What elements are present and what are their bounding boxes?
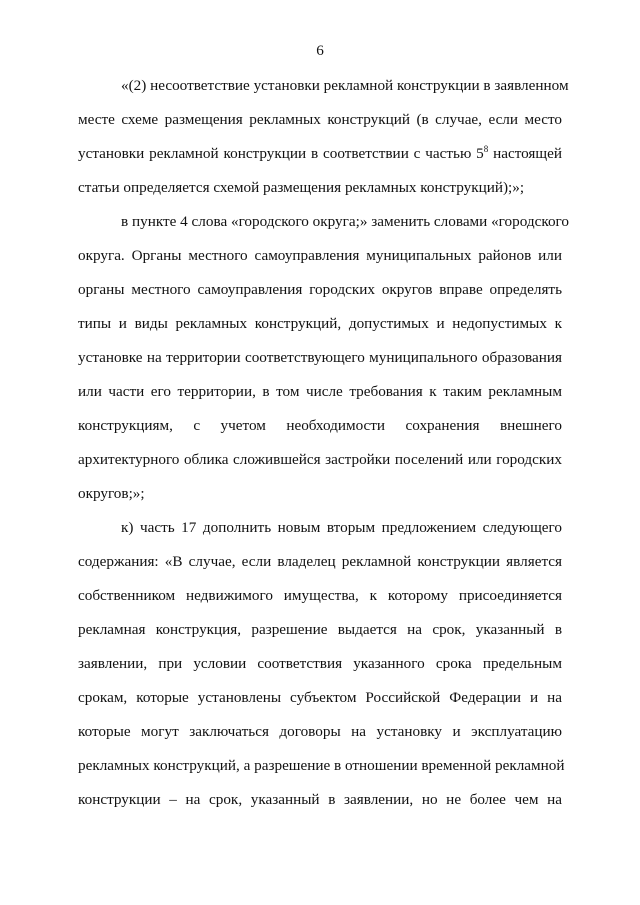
- text-line: рекламных конструкций, а разрешение в отношении временной рекламной: [78, 757, 565, 774]
- text-line: срокам, которые установлены субъектом Российской Федерации и на: [78, 689, 562, 706]
- text-line: органы местного самоуправления городских округов вправе определять: [78, 281, 562, 298]
- text-line: собственником недвижимого имущества, к которому присоединяется: [78, 587, 562, 604]
- text-line: рекламная конструкция, разрешение выдается на срок, указанный в: [78, 621, 562, 638]
- page-number: 6: [316, 42, 324, 59]
- text-line: в пункте 4 слова «городского округа;» заменить словами «городского: [121, 213, 569, 230]
- text-line: установке на территории соответствующего муниципального образования: [78, 349, 562, 366]
- text-line: заявлении, при условии соответствия указанного срока предельным: [78, 655, 562, 672]
- text-line: конструкции – на срок, указанный в заявлении, но не более чем на: [78, 791, 562, 808]
- text-line: содержания: «В случае, если владелец рекламной конструкции является: [78, 553, 562, 570]
- text-line: округов;»;: [78, 485, 145, 502]
- superscript: 8: [483, 144, 489, 154]
- text-line: округа. Органы местного самоуправления муниципальных районов или: [78, 247, 562, 264]
- text-line: месте схеме размещения рекламных конструкций (в случае, если место: [78, 111, 562, 128]
- text-line: типы и виды рекламных конструкций, допустимых и недопустимых к: [78, 315, 562, 332]
- text-line-part: настоящей: [488, 145, 562, 162]
- text-line: которые могут заключаться договоры на установку и эксплуатацию: [78, 723, 562, 740]
- text-line: или части его территории, в том числе требования к таким рекламным: [78, 383, 562, 400]
- text-line-part: установки рекламной конструкции в соответствии с частью 5: [78, 145, 484, 162]
- text-line: к) часть 17 дополнить новым вторым предложением следующего: [121, 519, 562, 536]
- text-line: конструкциям, с учетом необходимости сохранения внешнего: [78, 417, 562, 434]
- text-line: статьи определяется схемой размещения рекламных конструкций);»;: [78, 179, 525, 196]
- text-line: «(2) несоответствие установки рекламной конструкции в заявленном: [121, 77, 569, 94]
- text-line: архитектурного облика сложившейся застройки поселений или городских: [78, 451, 562, 468]
- text-line: [78, 144, 562, 164]
